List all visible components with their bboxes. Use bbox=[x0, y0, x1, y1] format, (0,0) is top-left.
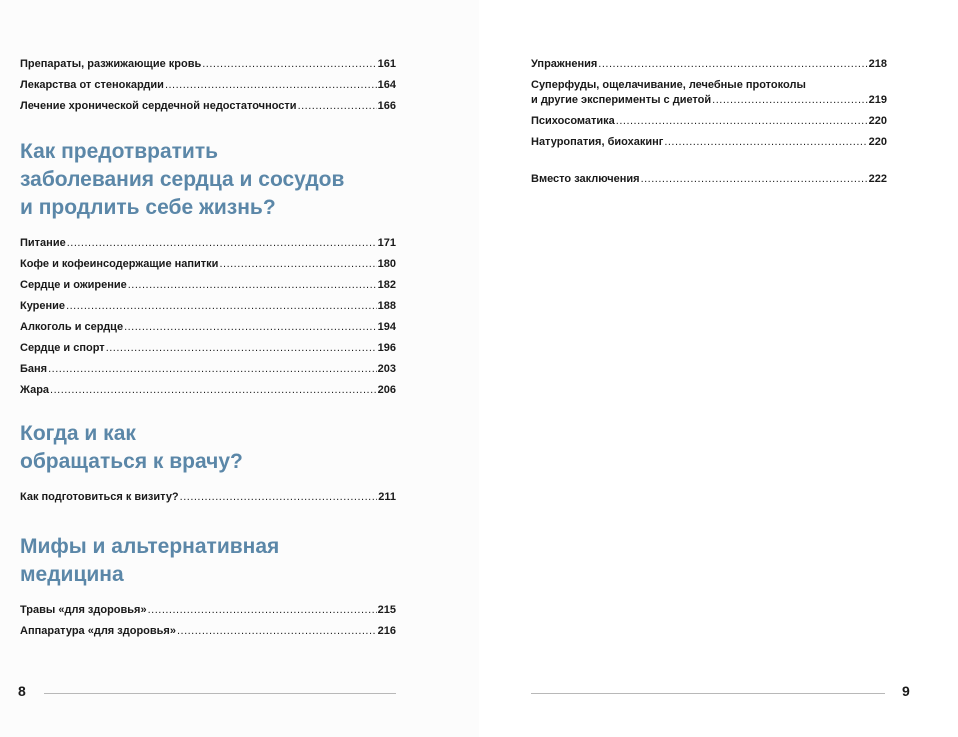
toc-leader-dots bbox=[48, 362, 377, 377]
section-heading bbox=[20, 420, 396, 476]
toc-entry[interactable] bbox=[20, 78, 396, 93]
toc-entry-title: Курение bbox=[20, 300, 66, 312]
toc-leader-dots bbox=[219, 257, 376, 272]
toc-leader-dots bbox=[66, 299, 377, 314]
toc-entry-title: Кофе и кофеинсодержащие напитки bbox=[20, 258, 219, 270]
toc-entry-page: 218 bbox=[868, 58, 887, 70]
toc-entry-title: Вместо заключения bbox=[531, 173, 640, 185]
toc-entry[interactable] bbox=[20, 383, 396, 398]
toc-leader-dots bbox=[106, 341, 377, 356]
toc-entry-title: Лекарства от стенокардии bbox=[20, 79, 164, 91]
toc-entry-page: 206 bbox=[377, 384, 396, 396]
section-heading-line: заболевания сердца и сосудов bbox=[20, 168, 345, 191]
footer-rule bbox=[44, 693, 396, 694]
toc-entry-page: 182 bbox=[377, 279, 396, 291]
toc-entry[interactable] bbox=[20, 99, 396, 114]
toc-entry-page: 196 bbox=[377, 342, 396, 354]
toc-entry-title: Баня bbox=[20, 363, 48, 375]
toc-entry[interactable] bbox=[531, 78, 887, 108]
toc-entry[interactable] bbox=[20, 57, 396, 72]
toc-entry[interactable] bbox=[531, 114, 887, 129]
toc-entry[interactable] bbox=[531, 135, 887, 150]
toc-entry-title: Питание bbox=[20, 237, 66, 249]
page-number: 8 bbox=[18, 683, 26, 699]
toc-entry[interactable] bbox=[20, 362, 396, 377]
toc-entry-title: Натуропатия, биохакинг bbox=[531, 136, 664, 148]
toc-entry-title: Препараты, разжижающие кровь bbox=[20, 58, 202, 70]
section-heading-line: обращаться к врачу? bbox=[20, 450, 243, 473]
section-heading-line: медицина bbox=[20, 563, 124, 586]
toc-entry-page: 171 bbox=[377, 237, 396, 249]
toc-entry-page: 222 bbox=[868, 173, 887, 185]
toc-entry-page: 220 bbox=[868, 115, 887, 127]
toc-leader-dots bbox=[180, 490, 378, 505]
toc-entry-page: 215 bbox=[377, 604, 396, 616]
toc-leader-dots bbox=[664, 135, 867, 150]
toc-entry[interactable] bbox=[20, 603, 396, 618]
toc-entry-page: 219 bbox=[868, 94, 887, 106]
toc-entry[interactable] bbox=[531, 57, 887, 72]
toc-entry-title: Травы «для здоровья» bbox=[20, 604, 147, 616]
toc-entry-title: Упражнения bbox=[531, 58, 598, 70]
right-page bbox=[479, 0, 958, 737]
toc-entry-title: Психосоматика bbox=[531, 115, 615, 127]
toc-entry[interactable] bbox=[20, 490, 396, 505]
toc-entry-page: 164 bbox=[377, 79, 396, 91]
toc-entry-page: 203 bbox=[377, 363, 396, 375]
toc-entry-title: Жара bbox=[20, 384, 50, 396]
toc-entry-page: 180 bbox=[377, 258, 396, 270]
toc-leader-dots bbox=[641, 172, 868, 187]
toc-entry[interactable] bbox=[20, 278, 396, 293]
toc-entry-page: 220 bbox=[868, 136, 887, 148]
toc-entry-page: 216 bbox=[377, 625, 396, 637]
toc-entry-title: Сердце и ожирение bbox=[20, 279, 127, 291]
toc-entry-title: Сердце и спорт bbox=[20, 342, 105, 354]
right-toc bbox=[531, 57, 887, 193]
toc-entry-page: 188 bbox=[377, 300, 396, 312]
section-heading bbox=[20, 533, 396, 589]
section-heading-line: Как предотвратить bbox=[20, 140, 219, 163]
toc-entry-page: 161 bbox=[377, 58, 396, 70]
toc-leader-dots bbox=[712, 93, 867, 108]
toc-leader-dots bbox=[177, 624, 377, 639]
toc-entry-title-cont: и другие эксперименты с диетой bbox=[531, 94, 712, 106]
toc-entry-title: Лечение хронической сердечной недостаточности bbox=[20, 100, 297, 112]
toc-entry[interactable] bbox=[20, 236, 396, 251]
toc-leader-dots bbox=[124, 320, 377, 335]
toc-leader-dots bbox=[50, 383, 377, 398]
toc-entry-page: 211 bbox=[378, 491, 396, 503]
toc-entry-page: 166 bbox=[377, 100, 396, 112]
toc-leader-dots bbox=[598, 57, 867, 72]
toc-entry[interactable] bbox=[20, 257, 396, 272]
section-heading-line: Когда и как bbox=[20, 422, 136, 445]
toc-leader-dots bbox=[165, 78, 377, 93]
toc-entry-title: Алкоголь и сердце bbox=[20, 321, 124, 333]
toc-entry[interactable] bbox=[20, 341, 396, 356]
toc-entry[interactable] bbox=[20, 299, 396, 314]
toc-leader-dots bbox=[298, 99, 377, 114]
toc-entry[interactable] bbox=[20, 320, 396, 335]
toc-leader-dots bbox=[148, 603, 377, 618]
toc-leader-dots bbox=[128, 278, 377, 293]
toc-leader-dots bbox=[202, 57, 376, 72]
toc-entry-page: 194 bbox=[377, 321, 396, 333]
toc-entry[interactable] bbox=[531, 172, 887, 187]
toc-leader-dots bbox=[616, 114, 868, 129]
toc-entry[interactable] bbox=[20, 624, 396, 639]
toc-entry-title: Суперфуды, ощелачивание, лечебные протоколы bbox=[531, 79, 806, 91]
toc-entry-title: Аппаратура «для здоровья» bbox=[20, 625, 176, 637]
toc-leader-dots bbox=[67, 236, 377, 251]
left-toc bbox=[20, 57, 396, 645]
footer-rule bbox=[531, 693, 885, 694]
section-heading-line: Мифы и альтернативная bbox=[20, 535, 280, 558]
toc-entry-title: Как подготовиться к визиту? bbox=[20, 491, 179, 503]
section-heading-line: и продлить себе жизнь? bbox=[20, 196, 276, 219]
section-heading bbox=[20, 138, 396, 222]
page-number: 9 bbox=[902, 683, 910, 699]
